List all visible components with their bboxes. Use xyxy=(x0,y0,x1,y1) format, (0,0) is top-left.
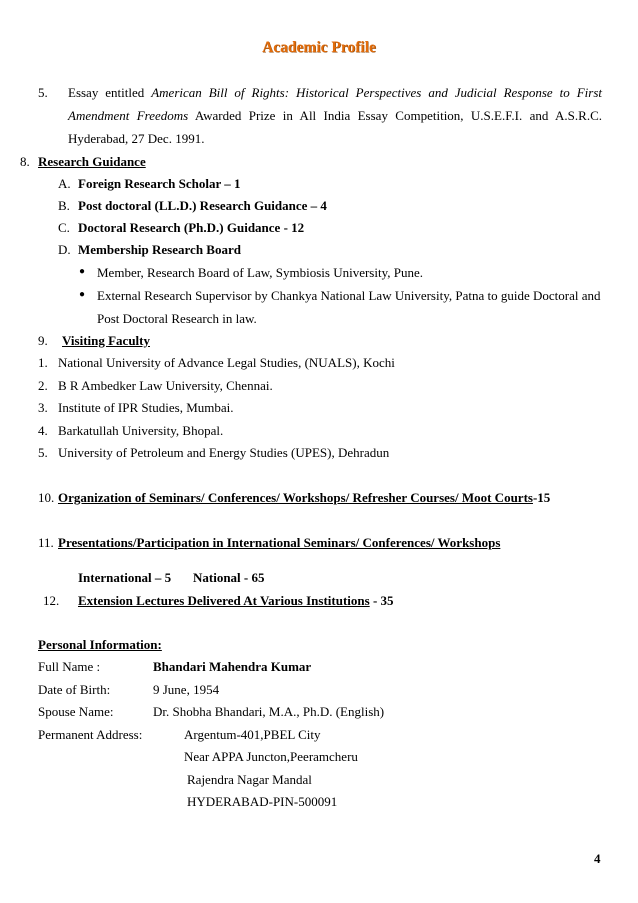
guidance-letter-a: A. xyxy=(58,176,71,191)
item5-line1 xyxy=(68,86,602,99)
section12-number: 12. xyxy=(43,593,60,608)
faculty-number: 3. xyxy=(38,400,48,415)
spouse-value: Dr. Shobha Bhandari, M.A., Ph.D. (English) xyxy=(153,704,385,719)
faculty-item: B R Ambedker Law University, Chennai. xyxy=(58,378,273,393)
item5-line2-italic: Amendment Freedoms xyxy=(68,108,189,123)
section10-count: -15 xyxy=(532,490,551,505)
dob-label: Date of Birth: xyxy=(38,682,111,697)
faculty-item: University of Petroleum and Energy Studies (UPES), Dehradun xyxy=(58,445,390,460)
full-name-value: Bhandari Mahendra Kumar xyxy=(153,659,312,674)
faculty-item: National University of Advance Legal Studies, (NUALS), Kochi xyxy=(58,355,395,370)
page-number: 4 xyxy=(594,851,601,866)
section8-heading: Research Guidance xyxy=(38,154,146,169)
faculty-number: 2. xyxy=(38,378,48,393)
section10-number: 10. xyxy=(38,490,55,505)
section9-number: 9. xyxy=(38,333,48,348)
section11-heading: Presentations/Participation in International Seminars/ Conferences/ Workshops xyxy=(58,535,501,550)
item5-line1-text: Essay entitled xyxy=(68,85,152,100)
page-title: Academic Profile xyxy=(262,39,376,56)
faculty-number: 4. xyxy=(38,423,48,438)
address-line-1: Argentum-401,PBEL City xyxy=(184,727,321,742)
section8-number: 8. xyxy=(20,154,30,169)
item5-line1-italic: American Bill of Rights: Historical Perspectives and Judicial Response to First xyxy=(151,85,602,100)
address-line-2: Near APPA Juncton,Peeramcheru xyxy=(184,749,358,764)
section9-heading: Visiting Faculty xyxy=(62,333,150,348)
section12-heading-text: Extension Lectures Delivered At Various Institutions xyxy=(78,593,370,608)
guidance-letter-c: C. xyxy=(58,220,70,235)
section10-heading-text: Organization of Seminars/ Conferences/ Workshops/ Refresher Courses/ Moot Courts xyxy=(58,490,533,505)
item5-line2 xyxy=(68,109,602,122)
item5-line2-text: Awarded Prize in All India Essay Competition, U.S.E.F.I. and A.S.R.C. xyxy=(188,108,602,123)
board-bullet-1: Member, Research Board of Law, Symbiosis University, Pune. xyxy=(97,265,423,280)
spouse-label: Spouse Name: xyxy=(38,704,114,719)
address-label: Permanent Address: xyxy=(38,727,143,742)
section11-number: 11. xyxy=(38,535,54,550)
guidance-item-a: Foreign Research Scholar – 1 xyxy=(78,176,241,191)
faculty-number: 1. xyxy=(38,355,48,370)
faculty-item: Institute of IPR Studies, Mumbai. xyxy=(58,400,234,415)
address-line-4: HYDERABAD-PIN-500091 xyxy=(187,794,338,809)
board-bullet-2-cont: Post Doctoral Research in law. xyxy=(97,311,257,326)
guidance-letter-d: D. xyxy=(58,242,71,257)
section12-heading xyxy=(78,594,394,607)
personal-info-heading: Personal Information: xyxy=(38,637,162,652)
section10-heading xyxy=(58,491,550,504)
item5-line3: Hyderabad, 27 Dec. 1991. xyxy=(68,131,205,146)
item5-number: 5. xyxy=(38,85,48,100)
board-bullet-2: External Research Supervisor by Chankya National Law University, Patna to guide Doctoral and xyxy=(97,288,601,303)
bullet-icon: ● xyxy=(79,289,86,300)
guidance-letter-b: B. xyxy=(58,198,70,213)
international-count: International – 5 xyxy=(78,570,172,585)
dob-value: 9 June, 1954 xyxy=(153,682,220,697)
bullet-icon: ● xyxy=(79,266,86,277)
faculty-item: Barkatullah University, Bhopal. xyxy=(58,423,224,438)
section12-count: - 35 xyxy=(369,593,394,608)
faculty-number: 5. xyxy=(38,445,48,460)
full-name-label: Full Name : xyxy=(38,659,101,674)
guidance-item-d: Membership Research Board xyxy=(78,242,241,257)
national-count: National - 65 xyxy=(193,570,265,585)
guidance-item-c: Doctoral Research (Ph.D.) Guidance - 12 xyxy=(78,220,305,235)
guidance-item-b: Post doctoral (LL.D.) Research Guidance – 4 xyxy=(78,198,327,213)
address-line-3: Rajendra Nagar Mandal xyxy=(187,772,312,787)
